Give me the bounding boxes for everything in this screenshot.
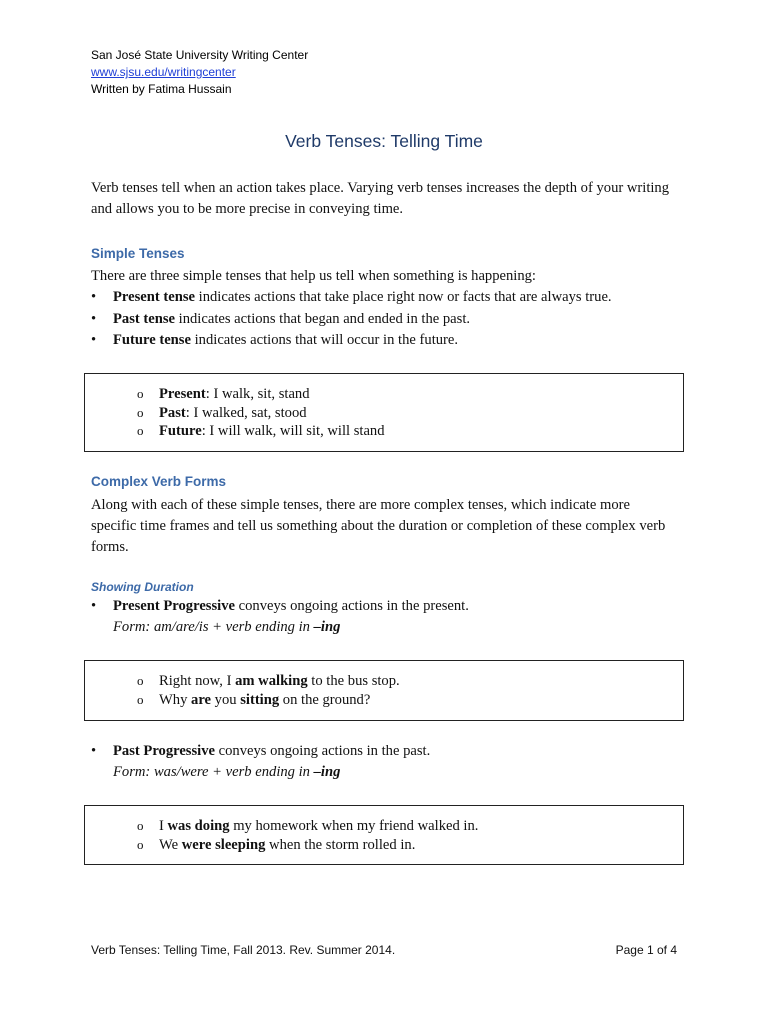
- showing-duration-heading: Showing Duration: [91, 580, 194, 594]
- bullet-icon: •: [91, 598, 97, 614]
- writing-center-link[interactable]: www.sjsu.edu/writingcenter: [91, 65, 236, 79]
- simple-tenses-heading: Simple Tenses: [91, 246, 185, 261]
- complex-forms-heading: Complex Verb Forms: [91, 474, 227, 489]
- list-item: • Present Progressive conveys ongoing actions in the present.: [91, 596, 469, 618]
- list-item: • Past tense indicates actions that began and ended in the past.: [91, 309, 612, 331]
- list-item: • Future tense indicates actions that will occur in the future.: [91, 330, 612, 352]
- present-progressive-examples-box: [84, 660, 684, 721]
- footer-doc-info: Verb Tenses: Telling Time, Fall 2013. Rev. Summer 2014.: [91, 943, 396, 957]
- list-item: • Present tense indicates actions that take place right now or facts that are always true.: [91, 287, 612, 309]
- past-progressive-form: Form: was/were + verb ending in –ing: [113, 764, 341, 780]
- simple-tenses-lead: There are three simple tenses that help us tell when something is happening:: [91, 268, 536, 284]
- circle-bullet-icon: o: [137, 836, 144, 852]
- past-progressive-item: [91, 741, 430, 763]
- circle-bullet-icon: o: [137, 673, 144, 688]
- list-item: o Past: I walked, sat, stood: [137, 404, 307, 421]
- circle-bullet-icon: o: [137, 386, 144, 401]
- complex-forms-lead: Along with each of these simple tenses, there are more complex tenses, which indicate more specific time frames and tell us something about the duration or completion of these complex verb forms.: [91, 497, 666, 555]
- circle-bullet-icon: o: [137, 404, 144, 420]
- list-item: • Past Progressive conveys ongoing actions in the past.: [91, 741, 430, 763]
- simple-tenses-list: [91, 287, 612, 352]
- bullet-icon: •: [91, 332, 97, 348]
- simple-examples-box: [84, 373, 684, 452]
- list-item: o I was doing my homework when my friend walked in.: [137, 818, 479, 834]
- circle-bullet-icon: o: [137, 818, 144, 833]
- list-item: o Why are you sitting on the ground?: [137, 691, 371, 708]
- circle-bullet-icon: o: [137, 691, 144, 707]
- past-progressive-examples-box: [84, 805, 684, 865]
- present-progressive-item: [91, 596, 469, 618]
- bullet-icon: •: [91, 743, 97, 759]
- bullet-icon: •: [91, 289, 97, 305]
- list-item: o We were sleeping when the storm rolled in.: [137, 836, 416, 853]
- document-header: [91, 47, 308, 98]
- bullet-icon: •: [91, 310, 97, 327]
- intro-paragraph: Verb tenses tell when an action takes place. Varying verb tenses increases the depth of your writing and allows you to be more precise in conveying time.: [91, 180, 670, 217]
- list-item: o Future: I will walk, will sit, will stand: [137, 423, 385, 439]
- list-item: o Present: I walk, sit, stand: [137, 386, 310, 402]
- page-number: Page 1 of 4: [615, 943, 677, 957]
- circle-bullet-icon: o: [137, 423, 144, 438]
- page-title: Verb Tenses: Telling Time: [285, 131, 483, 151]
- present-progressive-form: Form: am/are/is + verb ending in –ing: [113, 619, 341, 635]
- list-item: o Right now, I am walking to the bus stop.: [137, 673, 400, 689]
- org-name: San José State University Writing Center: [91, 48, 309, 62]
- author-line: Written by Fatima Hussain: [91, 82, 232, 96]
